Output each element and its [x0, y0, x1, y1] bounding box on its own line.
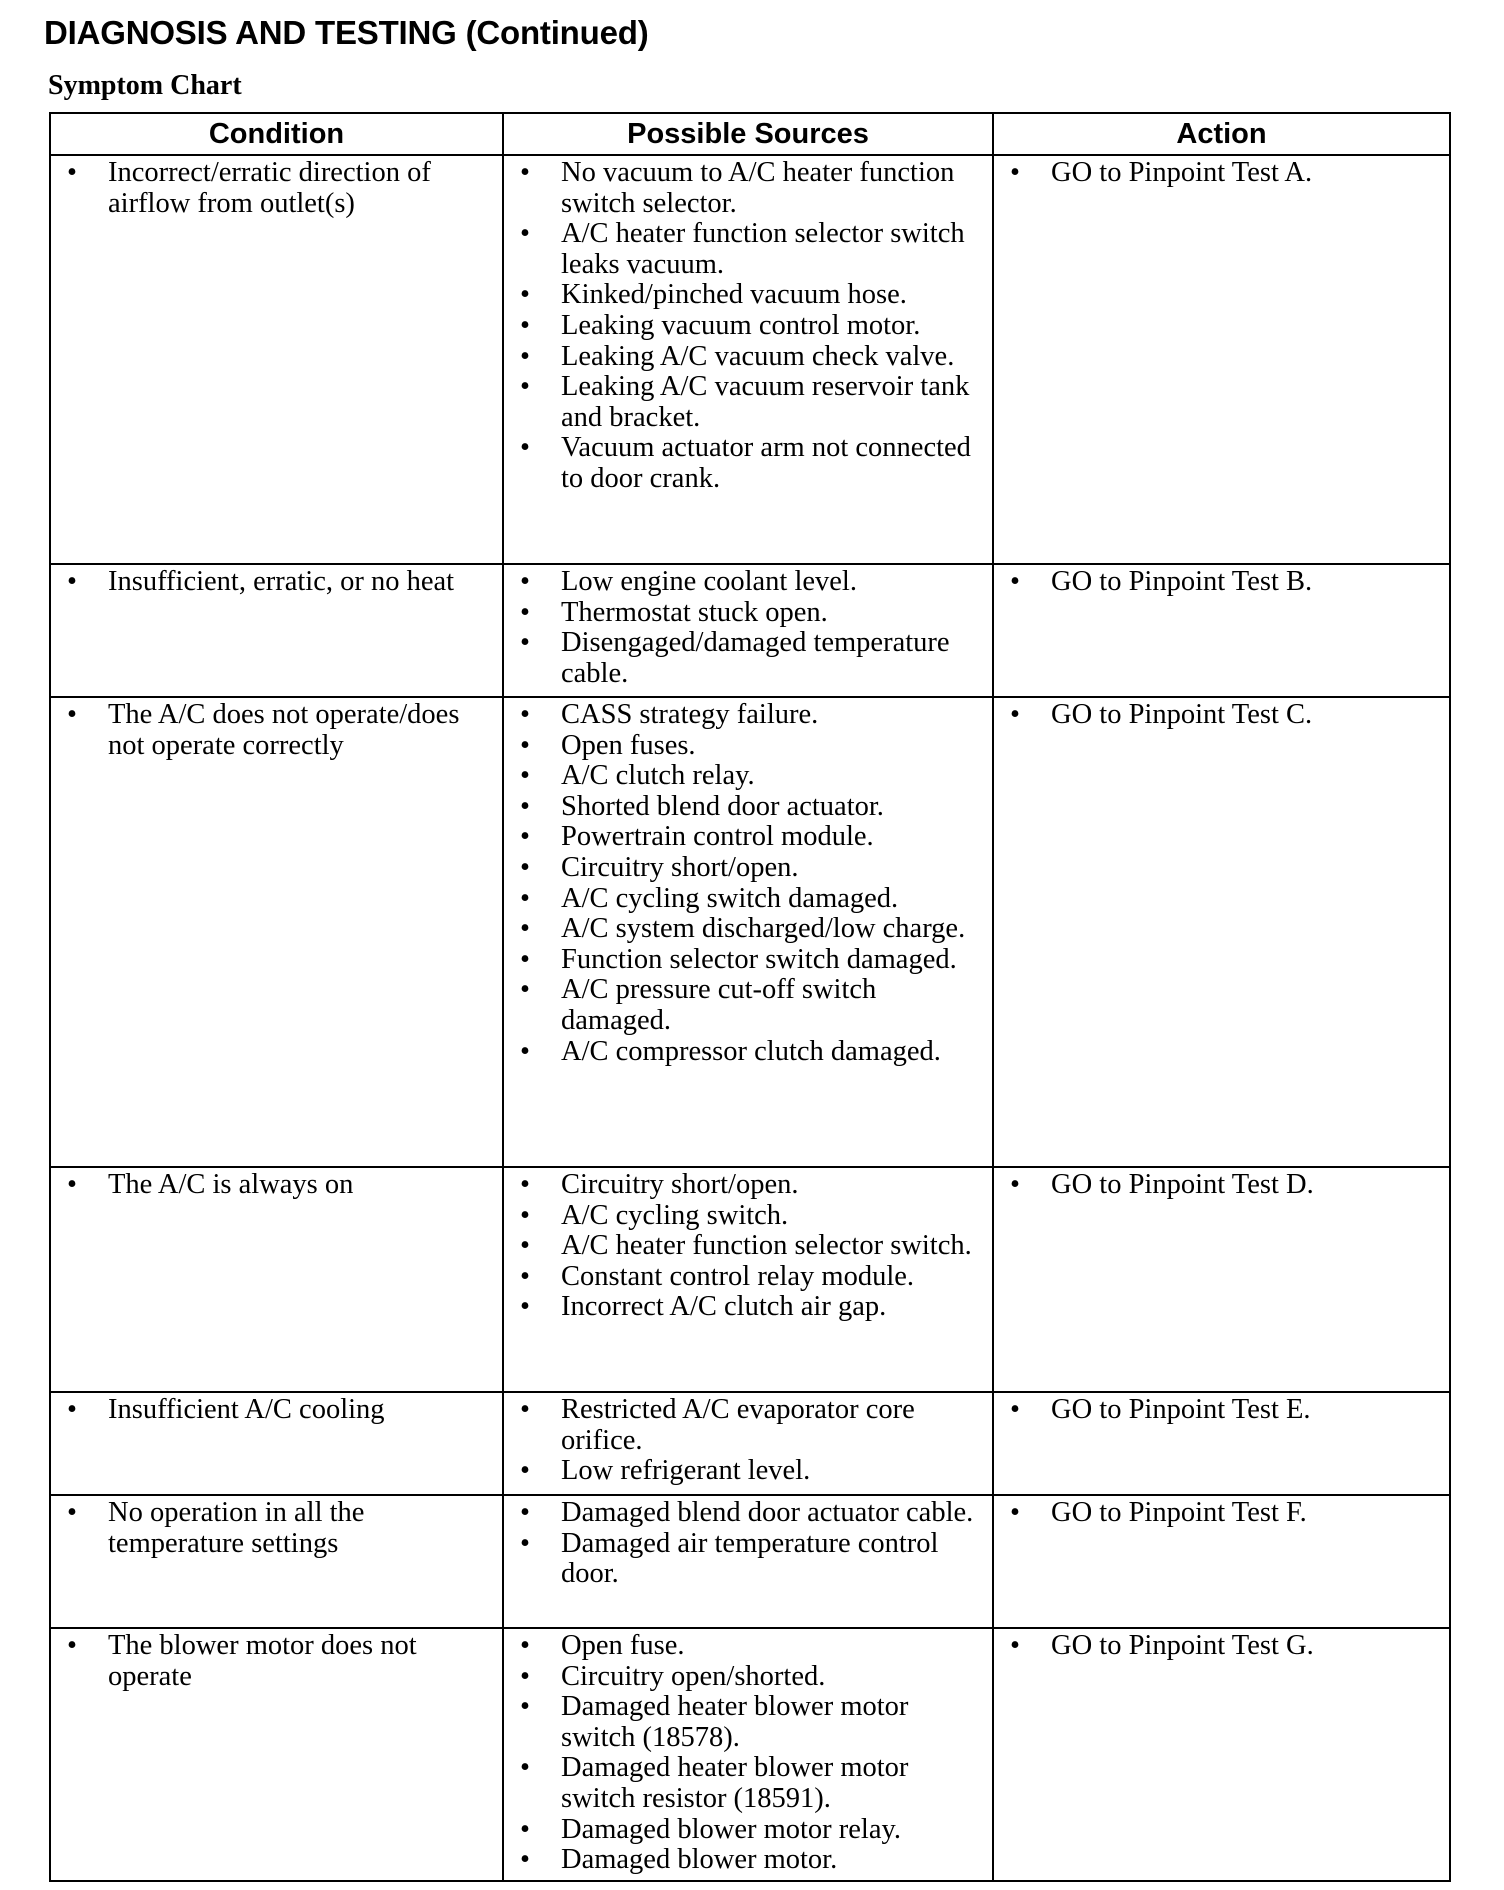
action-cell — [993, 1167, 1450, 1392]
table-header-row — [50, 113, 1450, 155]
condition-list — [65, 1631, 494, 1692]
source-item: • Open fuses. — [518, 731, 984, 762]
possible-sources-list — [518, 567, 984, 689]
condition-cell — [50, 1167, 503, 1392]
source-item: • Low engine coolant level. — [518, 567, 984, 598]
condition-text: • The blower motor does not operate — [65, 1631, 494, 1692]
possible-sources-cell — [503, 1392, 993, 1495]
action-cell — [993, 1495, 1450, 1628]
action-cell — [993, 697, 1450, 1167]
action-cell — [993, 1628, 1450, 1881]
table-row — [50, 155, 1450, 564]
table-body — [50, 155, 1450, 1881]
possible-sources-list — [518, 1170, 984, 1323]
source-item: • Damaged blower motor relay. — [518, 1815, 984, 1846]
possible-sources-cell — [503, 1167, 993, 1392]
condition-cell — [50, 1628, 503, 1881]
action-list — [1008, 1395, 1441, 1426]
table-row — [50, 1167, 1450, 1392]
possible-sources-cell — [503, 564, 993, 697]
action-text: • GO to Pinpoint Test C. — [1008, 700, 1441, 731]
source-item: • Disengaged/damaged temperature cable. — [518, 628, 984, 689]
action-text: • GO to Pinpoint Test E. — [1008, 1395, 1441, 1426]
source-item: • Damaged blower motor. — [518, 1845, 984, 1876]
condition-list — [65, 1395, 494, 1426]
source-item: • Circuitry short/open. — [518, 1170, 984, 1201]
condition-text: • Insufficient, erratic, or no heat — [65, 567, 494, 598]
condition-cell — [50, 1495, 503, 1628]
condition-text: • Incorrect/erratic direction of airflow from outlet(s) — [65, 158, 494, 219]
source-item: • Damaged heater blower motor switch (18578). — [518, 1692, 984, 1753]
source-item: • A/C pressure cut-off switch damaged. — [518, 975, 984, 1036]
possible-sources-list — [518, 1498, 984, 1590]
source-item: • Constant control relay module. — [518, 1262, 984, 1293]
action-list — [1008, 1170, 1441, 1201]
action-cell — [993, 564, 1450, 697]
possible-sources-list — [518, 1631, 984, 1876]
possible-sources-list — [518, 1395, 984, 1487]
condition-cell — [50, 564, 503, 697]
action-text: • GO to Pinpoint Test F. — [1008, 1498, 1441, 1529]
action-list — [1008, 567, 1441, 598]
table-row — [50, 1495, 1450, 1628]
action-text: • GO to Pinpoint Test G. — [1008, 1631, 1441, 1662]
condition-text: • Insufficient A/C cooling — [65, 1395, 494, 1426]
condition-text: • No operation in all the temperature settings — [65, 1498, 494, 1559]
page-title: DIAGNOSIS AND TESTING (Continued) — [44, 14, 649, 51]
source-item: • Powertrain control module. — [518, 822, 984, 853]
condition-cell — [50, 1392, 503, 1495]
action-cell — [993, 1392, 1450, 1495]
possible-sources-cell — [503, 155, 993, 564]
source-item: • A/C cycling switch damaged. — [518, 884, 984, 915]
symptom-chart-table — [49, 112, 1451, 1882]
source-item: • Damaged heater blower motor switch resistor (18591). — [518, 1753, 984, 1814]
source-item: • Leaking vacuum control motor. — [518, 311, 984, 342]
condition-cell — [50, 155, 503, 564]
condition-list — [65, 1498, 494, 1559]
table-row — [50, 1392, 1450, 1495]
source-item: • Low refrigerant level. — [518, 1456, 984, 1487]
table-row — [50, 564, 1450, 697]
action-text: • GO to Pinpoint Test D. — [1008, 1170, 1441, 1201]
column-header-possible-sources: Possible Sources — [503, 113, 993, 155]
possible-sources-cell — [503, 697, 993, 1167]
source-item: • Incorrect A/C clutch air gap. — [518, 1292, 984, 1323]
source-item: • Shorted blend door actuator. — [518, 792, 984, 823]
action-cell — [993, 155, 1450, 564]
section-title: Symptom Chart — [48, 70, 242, 101]
action-list — [1008, 1631, 1441, 1662]
action-list — [1008, 1498, 1441, 1529]
source-item: • Damaged air temperature control door. — [518, 1529, 984, 1590]
source-item: • Kinked/pinched vacuum hose. — [518, 280, 984, 311]
source-item: • Leaking A/C vacuum check valve. — [518, 342, 984, 373]
source-item: • Thermostat stuck open. — [518, 598, 984, 629]
source-item: • A/C heater function selector switch. — [518, 1231, 984, 1262]
source-item: • No vacuum to A/C heater function switch selector. — [518, 158, 984, 219]
condition-list — [65, 158, 494, 219]
possible-sources-list — [518, 700, 984, 1067]
action-list — [1008, 158, 1441, 189]
source-item: • Vacuum actuator arm not connected to door crank. — [518, 433, 984, 494]
source-item: • Damaged blend door actuator cable. — [518, 1498, 984, 1529]
action-text: • GO to Pinpoint Test B. — [1008, 567, 1441, 598]
condition-cell — [50, 697, 503, 1167]
source-item: • A/C cycling switch. — [518, 1201, 984, 1232]
action-text: • GO to Pinpoint Test A. — [1008, 158, 1441, 189]
source-item: • Open fuse. — [518, 1631, 984, 1662]
source-item: • A/C system discharged/low charge. — [518, 914, 984, 945]
table-row — [50, 697, 1450, 1167]
source-item: • A/C compressor clutch damaged. — [518, 1037, 984, 1068]
source-item: • Restricted A/C evaporator core orifice. — [518, 1395, 984, 1456]
column-header-condition: Condition — [50, 113, 503, 155]
source-item: • CASS strategy failure. — [518, 700, 984, 731]
condition-list — [65, 700, 494, 761]
source-item: • Function selector switch damaged. — [518, 945, 984, 976]
source-item: • A/C heater function selector switch leaks vacuum. — [518, 219, 984, 280]
condition-list — [65, 567, 494, 598]
source-item: • Circuitry short/open. — [518, 853, 984, 884]
source-item: • Leaking A/C vacuum reservoir tank and bracket. — [518, 372, 984, 433]
condition-list — [65, 1170, 494, 1201]
possible-sources-cell — [503, 1495, 993, 1628]
action-list — [1008, 700, 1441, 731]
source-item: • A/C clutch relay. — [518, 761, 984, 792]
possible-sources-cell — [503, 1628, 993, 1881]
condition-text: • The A/C is always on — [65, 1170, 494, 1201]
table-row — [50, 1628, 1450, 1881]
possible-sources-list — [518, 158, 984, 495]
source-item: • Circuitry open/shorted. — [518, 1662, 984, 1693]
condition-text: • The A/C does not operate/does not operate correctly — [65, 700, 494, 761]
column-header-action: Action — [993, 113, 1450, 155]
